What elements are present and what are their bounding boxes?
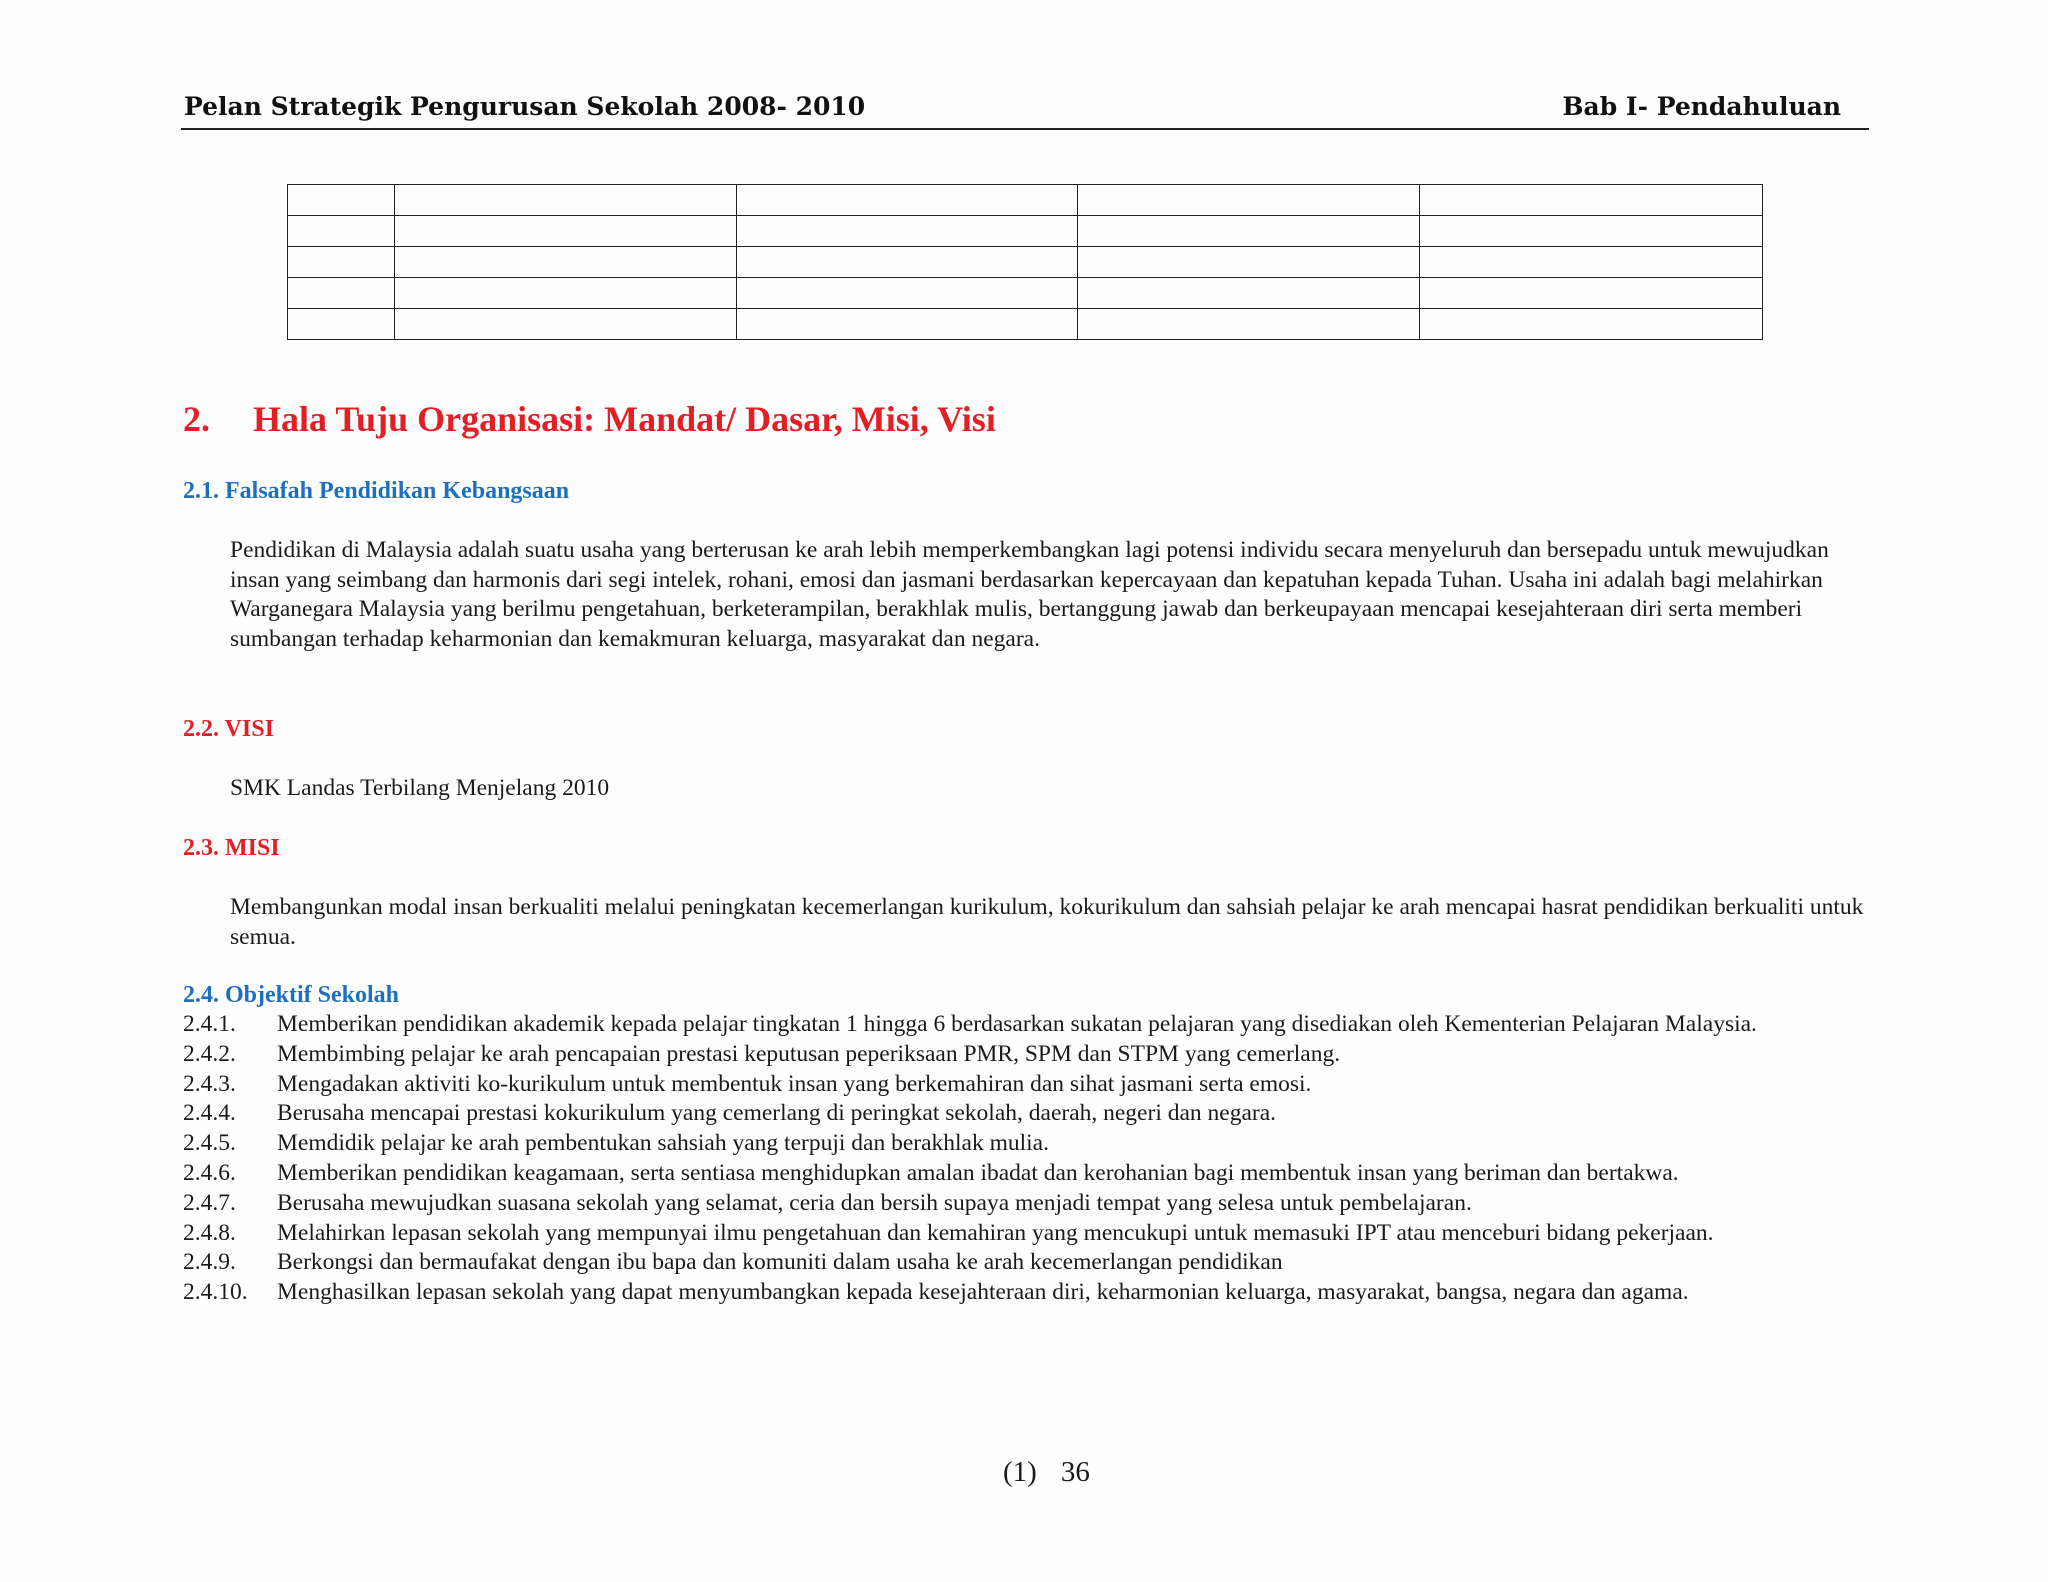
objektif-item-text: Menghasilkan lepasan sekolah yang dapat menyumbangkan kepada kesejahteraan diri, keharmonian keluarga, masyarakat, bangsa, negara dan agama. [277,1279,1689,1306]
table-cell [1420,216,1763,247]
table-cell [288,185,395,216]
table-cell [1420,278,1763,309]
table-row [288,247,1763,278]
objektif-item-text: Memberikan pendidikan akademik kepada pelajar tingkatan 1 hingga 6 berdasarkan sukatan pelajaran yang disediakan oleh Kementerian Pelajaran Malaysia. [277,1011,1757,1037]
table-cell [394,278,736,309]
table-cell [736,185,1078,216]
objektif-item [183,1278,1883,1308]
objektif-item-text: Berkongsi dan bermaufakat dengan ibu bapa dan komuniti dalam usaha ke arah kecemerlangan pendidikan [277,1249,1283,1276]
table-cell [1420,247,1763,278]
objektif-item-text: Mengadakan aktiviti ko-kurikulum untuk membentuk insan yang berkemahiran dan sihat jasmani serta emosi. [277,1070,1312,1097]
objektif-item-number: 2.4.9. [183,1249,236,1276]
table-cell [394,247,736,278]
objektif-item [183,1099,1883,1129]
table-cell [1420,185,1763,216]
table-cell [1420,309,1763,340]
table-row [288,216,1763,247]
table-cell [394,216,736,247]
table-cell [1078,278,1420,309]
section-number: 2. [183,399,210,439]
objektif-item-text: Berusaha mewujudkan suasana sekolah yang selamat, ceria dan bersih supaya menjadi tempat yang selesa untuk pembelajaran. [277,1189,1472,1216]
objektif-item [183,1010,1883,1040]
table-cell [288,247,395,278]
objektif-item-number: 2.4.6. [183,1159,236,1186]
section-heading [183,398,996,440]
objektif-item-text: Memberikan pendidikan keagamaan, serta sentiasa menghidupkan amalan ibadat dan kerohanian bagi membentuk insan yang beriman dan bertakwa. [277,1159,1679,1186]
objektif-item [183,1070,1883,1100]
table-cell [288,216,395,247]
table-cell [394,309,736,340]
footer-section-number: (1) [1003,1456,1037,1488]
objektif-item-text: Membimbing pelajar ke arah pencapaian prestasi keputusan peperiksaan PMR, SPM dan STPM yang cemerlang. [277,1040,1341,1067]
misi-heading: 2.3. MISI [183,835,280,861]
table-cell [736,216,1078,247]
objektif-item [183,1219,1883,1249]
objektif-list [183,1010,1883,1308]
misi-text: Membangunkan modal insan berkualiti melalui peningkatan kecemerlangan kurikulum, kokurikulum dan sahsiah pelajar ke arah mencapai hasrat pendidikan berkualiti untuk semua. [230,894,1864,950]
table-cell [736,278,1078,309]
page-footer [1003,1456,1090,1489]
section-title: Hala Tuju Organisasi: Mandat/ Dasar, Misi, Visi [253,399,996,439]
objektif-item-number: 2.4.1. [183,1011,236,1037]
objektif-heading: 2.4. Objektif Sekolah [183,982,400,1008]
table-cell [736,309,1078,340]
header-chapter: Bab I- Pendahuluan [1562,92,1841,121]
table-row [288,278,1763,309]
table-cell [1078,247,1420,278]
table-cell [1078,216,1420,247]
objektif-item [183,1040,1883,1070]
table-row [288,309,1763,340]
page-header [181,92,1869,130]
empty-table [287,184,1763,340]
header-title: Pelan Strategik Pengurusan Sekolah 2008- 2010 [184,92,866,121]
objektif-item-number: 2.4.7. [183,1189,236,1216]
objektif-item-text: Memdidik pelajar ke arah pembentukan sahsiah yang terpuji dan berakhlak mulia. [277,1130,1049,1157]
page-number: 36 [1060,1456,1090,1488]
objektif-item-number: 2.4.3. [183,1070,236,1097]
objektif-item [183,1248,1883,1278]
table-cell [288,309,395,340]
table-cell [736,247,1078,278]
objektif-item-number: 2.4.5. [183,1130,236,1157]
objektif-item [183,1159,1883,1189]
table-cell [394,185,736,216]
visi-heading: 2.2. VISI [183,716,274,742]
objektif-item-text: Berusaha mencapai prestasi kokurikulum yang cemerlang di peringkat sekolah, daerah, negeri dan negara. [277,1100,1277,1127]
objektif-item-number: 2.4.10. [183,1279,248,1306]
table-row [288,185,1763,216]
objektif-item-number: 2.4.8. [183,1219,236,1246]
table-cell [288,278,395,309]
table-cell [1078,309,1420,340]
objektif-item [183,1189,1883,1219]
objektif-item-number: 2.4.4. [183,1100,236,1127]
falsafah-text: Pendidikan di Malaysia adalah suatu usaha yang berterusan ke arah lebih memperkembangkan lagi potensi individu secara menyeluruh dan bersepadu untuk mewujudkan insan yang seimbang dan harmonis dari segi intelek, rohani, emosi dan jasmani berdasarkan kepercayaan dan kepatuhan kepada Tuhan. Usaha ini adalah bagi melahirkan Warganegara Malaysia yang berilmu pengetahuan, berketerampilan, berakhlak mulis, bertanggung jawab dan berkeupayaan mencapai kesejahteraan diri serta memberi sumbangan terhadap keharmonian dan kemakmuran keluarga, masyarakat dan negara. [230,537,1829,652]
falsafah-heading: 2.1. Falsafah Pendidikan Kebangsaan [183,478,570,504]
objektif-item-text: Melahirkan lepasan sekolah yang mempunyai ilmu pengetahuan dan kemahiran yang mencukupi untuk memasuki IPT atau menceburi bidang pekerjaan. [277,1219,1714,1246]
objektif-item-number: 2.4.2. [183,1040,236,1067]
visi-text: SMK Landas Terbilang Menjelang 2010 [230,775,610,801]
table-cell [1078,185,1420,216]
objektif-item [183,1129,1883,1159]
